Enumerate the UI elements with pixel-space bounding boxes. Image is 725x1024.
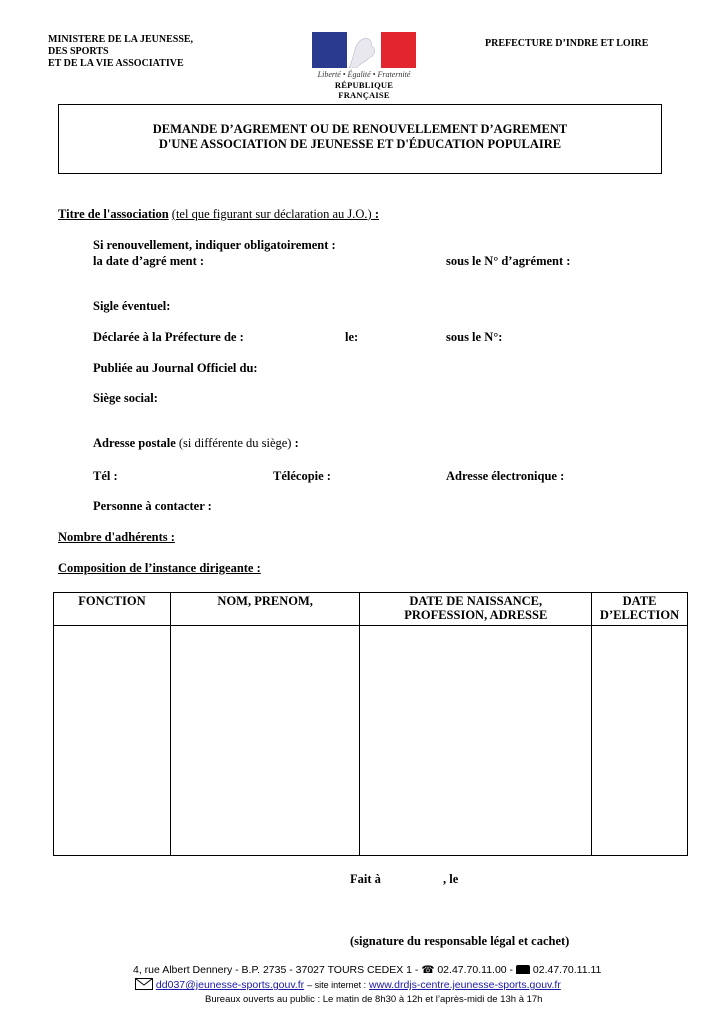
declaree-date-label: le:: [345, 330, 359, 344]
renouvellement-line-1: Si renouvellement, indiquer obligatoirement :: [93, 238, 336, 252]
column-header-nom-prenom: [170, 593, 360, 626]
footer-address-line: [133, 964, 601, 976]
adresse-colon: :: [291, 436, 299, 450]
title-line-1: DEMANDE D’AGREMENT OU DE RENOUVELLEMENT D’AGREMENT: [152, 122, 568, 136]
table-header-row: [54, 593, 688, 626]
envelope-icon: [135, 978, 153, 993]
footer-fax: 02.47.70.11.11: [532, 964, 602, 976]
adresse-postale-field: [93, 436, 299, 451]
prefecture-name: PREFECTURE D’INDRE ET LOIRE: [485, 38, 649, 49]
fait-a-label: Fait à: [350, 872, 381, 886]
contact-label: Personne à contacter :: [93, 499, 212, 513]
republique-francaise-logo: [310, 20, 418, 100]
declaree-numero-label: sous le N°:: [446, 330, 503, 344]
table-cell-naissance: [360, 626, 592, 856]
title-line-2: D'UNE ASSOCIATION DE JEUNESSE ET D'ÉDUCATION POPULAIRE: [158, 137, 562, 151]
table-cell-fonction: [54, 626, 171, 856]
column-header-naissance: [360, 593, 592, 626]
column-header-text: DATE DE NAISSANCE,: [409, 594, 543, 608]
titre-note: (tel que figurant sur déclaration au J.O.): [171, 207, 372, 221]
footer-website-link[interactable]: www.drdjs-centre.jeunesse-sports.gouv.fr: [369, 979, 561, 991]
footer-opening-hours: Bureaux ouverts au public : Le matin de 8h30 à 12h et l’après-midi de 13h à 17h: [205, 994, 543, 1005]
adresse-note: (si différente du siège): [178, 436, 292, 450]
column-header-text: DATE: [622, 594, 657, 608]
ministry-line-3: ET DE LA VIE ASSOCIATIVE: [48, 58, 184, 69]
email-label: Adresse électronique :: [446, 469, 565, 483]
fax-icon: [516, 965, 530, 974]
logo-motto: Liberté • Égalité • Fraternité: [317, 70, 411, 79]
column-header-text: PROFESSION, ADRESSE: [404, 608, 548, 622]
siege-label: Siège social:: [93, 391, 158, 405]
signature-label: (signature du responsable légal et cachet): [350, 934, 570, 948]
renouvellement-line-2: la date d’agré ment :: [93, 254, 205, 268]
column-header-text: NOM, PRENOM,: [217, 594, 313, 608]
titre-association-field: [58, 207, 379, 222]
footer-site-label: – site internet :: [307, 980, 367, 990]
logo-name: RÉPUBLIQUE FRANÇAISE: [334, 80, 394, 100]
telecopie-label: Télécopie :: [273, 469, 331, 483]
tricolor-flag-icon: [312, 32, 416, 68]
footer-phone: 02.47.70.11.00 -: [437, 964, 514, 976]
column-header-fonction: [54, 593, 171, 626]
table-cell-election: [592, 626, 688, 856]
adherents-label: Nombre d'adhérents :: [58, 530, 175, 544]
publiee-label: Publiée au Journal Officiel du:: [93, 361, 258, 375]
composition-table: [53, 592, 688, 856]
ministry-line-1: MINISTERE DE LA JEUNESSE,: [48, 34, 194, 45]
table-row: [54, 626, 688, 856]
numero-agrement-label: sous le N° d’agrément :: [446, 254, 571, 268]
footer-address: 4, rue Albert Dennery - B.P. 2735 - 37027 TOURS CEDEX 1 -: [133, 964, 419, 976]
title-box: [58, 104, 662, 174]
footer-email-link[interactable]: dd037@jeunesse-sports.gouv.fr: [155, 979, 305, 991]
ministry-name: [48, 34, 193, 70]
composition-label: Composition de l’instance dirigeante :: [58, 561, 261, 575]
column-header-text: FONCTION: [78, 594, 146, 608]
tel-label: Tél :: [93, 469, 118, 483]
ministry-line-2: DES SPORTS: [48, 46, 109, 57]
table-cell-nom: [170, 626, 360, 856]
footer-contact-line: [135, 978, 561, 993]
declaree-label: Déclarée à la Préfecture de :: [93, 330, 244, 344]
sigle-label: Sigle éventuel:: [93, 299, 171, 313]
adresse-label: Adresse postale: [93, 436, 176, 450]
column-header-text: D’ELECTION: [599, 608, 680, 622]
column-header-election: [592, 593, 688, 626]
titre-label: Titre de l'association: [58, 207, 169, 221]
telephone-icon: ☎: [421, 964, 435, 976]
titre-colon: :: [371, 207, 380, 221]
fait-le-label: , le: [443, 872, 459, 886]
